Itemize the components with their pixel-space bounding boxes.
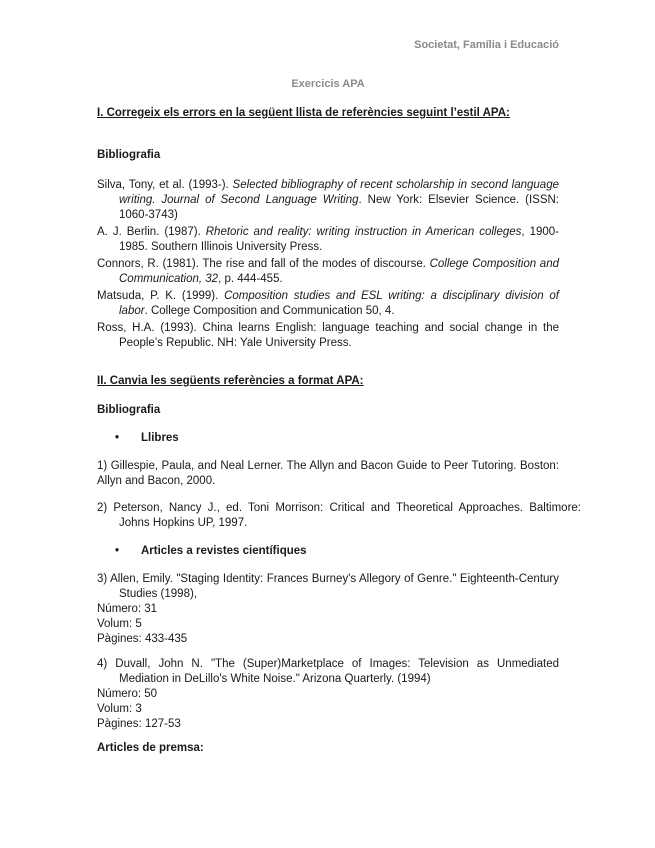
reference-title: Selected bibliography of recent scholarship in second language writing. Journal of Second Language Writing: [119, 179, 559, 206]
reference-item: [97, 289, 559, 319]
article-4: [97, 657, 559, 732]
reference-item: [97, 257, 559, 287]
article-3: [97, 572, 559, 647]
running-header: Societat, Família i Educació: [414, 39, 559, 51]
bullet-icon: •: [115, 432, 120, 444]
reference-text: , 1900-1985. Southern Illinois University Press.: [119, 226, 559, 253]
bullet-label: Articles a revistes científiques: [141, 545, 307, 557]
article-citation: 3) Allen, Emily. "Staging Identity: Frances Burney's Allegory of Genre." Eighteenth-Century Studies (1998),: [97, 573, 559, 600]
book-2: 2) Peterson, Nancy J., ed. Toni Morrison: Critical and Theoretical Approaches. Baltimore: Johns Hopkins UP, 1997.: [97, 502, 581, 529]
reference-title: Composition studies and ESL writing: a disciplinary division of labor: [119, 290, 559, 317]
bullet-label: Llibres: [141, 432, 179, 444]
reference-text: A. J. Berlin. (1987).: [97, 226, 206, 238]
reference-text: Ross, H.A. (1993). China learns English: language teaching and social change in the People’s Republic. NH: Yale University Press.: [97, 322, 559, 349]
press-articles-label: Articles de premsa:: [97, 742, 204, 754]
reference-title: Rhetoric and reality: writing instruction in American colleges: [205, 226, 522, 238]
reference-item: [97, 321, 559, 351]
reference-list: [97, 178, 559, 351]
section-2-bibliography-label: Bibliografia: [97, 404, 161, 416]
article-number: Número: 50: [97, 688, 158, 700]
reference-item: [97, 225, 559, 255]
reference-text: . College Composition and Communication 50, 4.: [144, 305, 395, 317]
article-number: Número: 31: [97, 603, 158, 615]
reference-text: . New York: Elsevier Science. (ISSN: 1060-3743): [119, 194, 559, 221]
section-2-heading: II. Canvia les següents referències a format APA:: [97, 375, 364, 387]
reference-text: , p. 444-455.: [218, 273, 283, 285]
page-title: Exercicis APA: [291, 78, 365, 90]
reference-title: College Composition and Communication, 32: [119, 258, 559, 285]
article-citation: 4) Duvall, John N. "The (Super)Marketplace of Images: Television as Unmediated Mediation in DeLillo's White Noise." Arizona Quarterly. (1994): [97, 658, 559, 685]
book-1: 1) Gillespie, Paula, and Neal Lerner. The Allyn and Bacon Guide to Peer Tutoring. Boston: Allyn and Bacon, 2000.: [97, 460, 559, 487]
article-volume: Volum: 3: [97, 703, 142, 715]
article-pages: Pàgines: 127-53: [97, 718, 181, 730]
article-volume: Volum: 5: [97, 618, 142, 630]
reference-text: Silva, Tony, et al. (1993-).: [97, 179, 233, 191]
article-pages: Pàgines: 433-435: [97, 633, 188, 645]
section-1-heading: I. Corregeix els errors en la següent llista de referències seguint l’estil APA:: [97, 107, 510, 119]
reference-text: Connors, R. (1981). The rise and fall of the modes of discourse.: [97, 258, 430, 270]
section-1-bibliography-label: Bibliografia: [97, 149, 161, 161]
bullet-icon: •: [115, 545, 120, 557]
reference-item: [97, 178, 559, 223]
reference-text: Matsuda, P. K. (1999).: [97, 290, 225, 302]
